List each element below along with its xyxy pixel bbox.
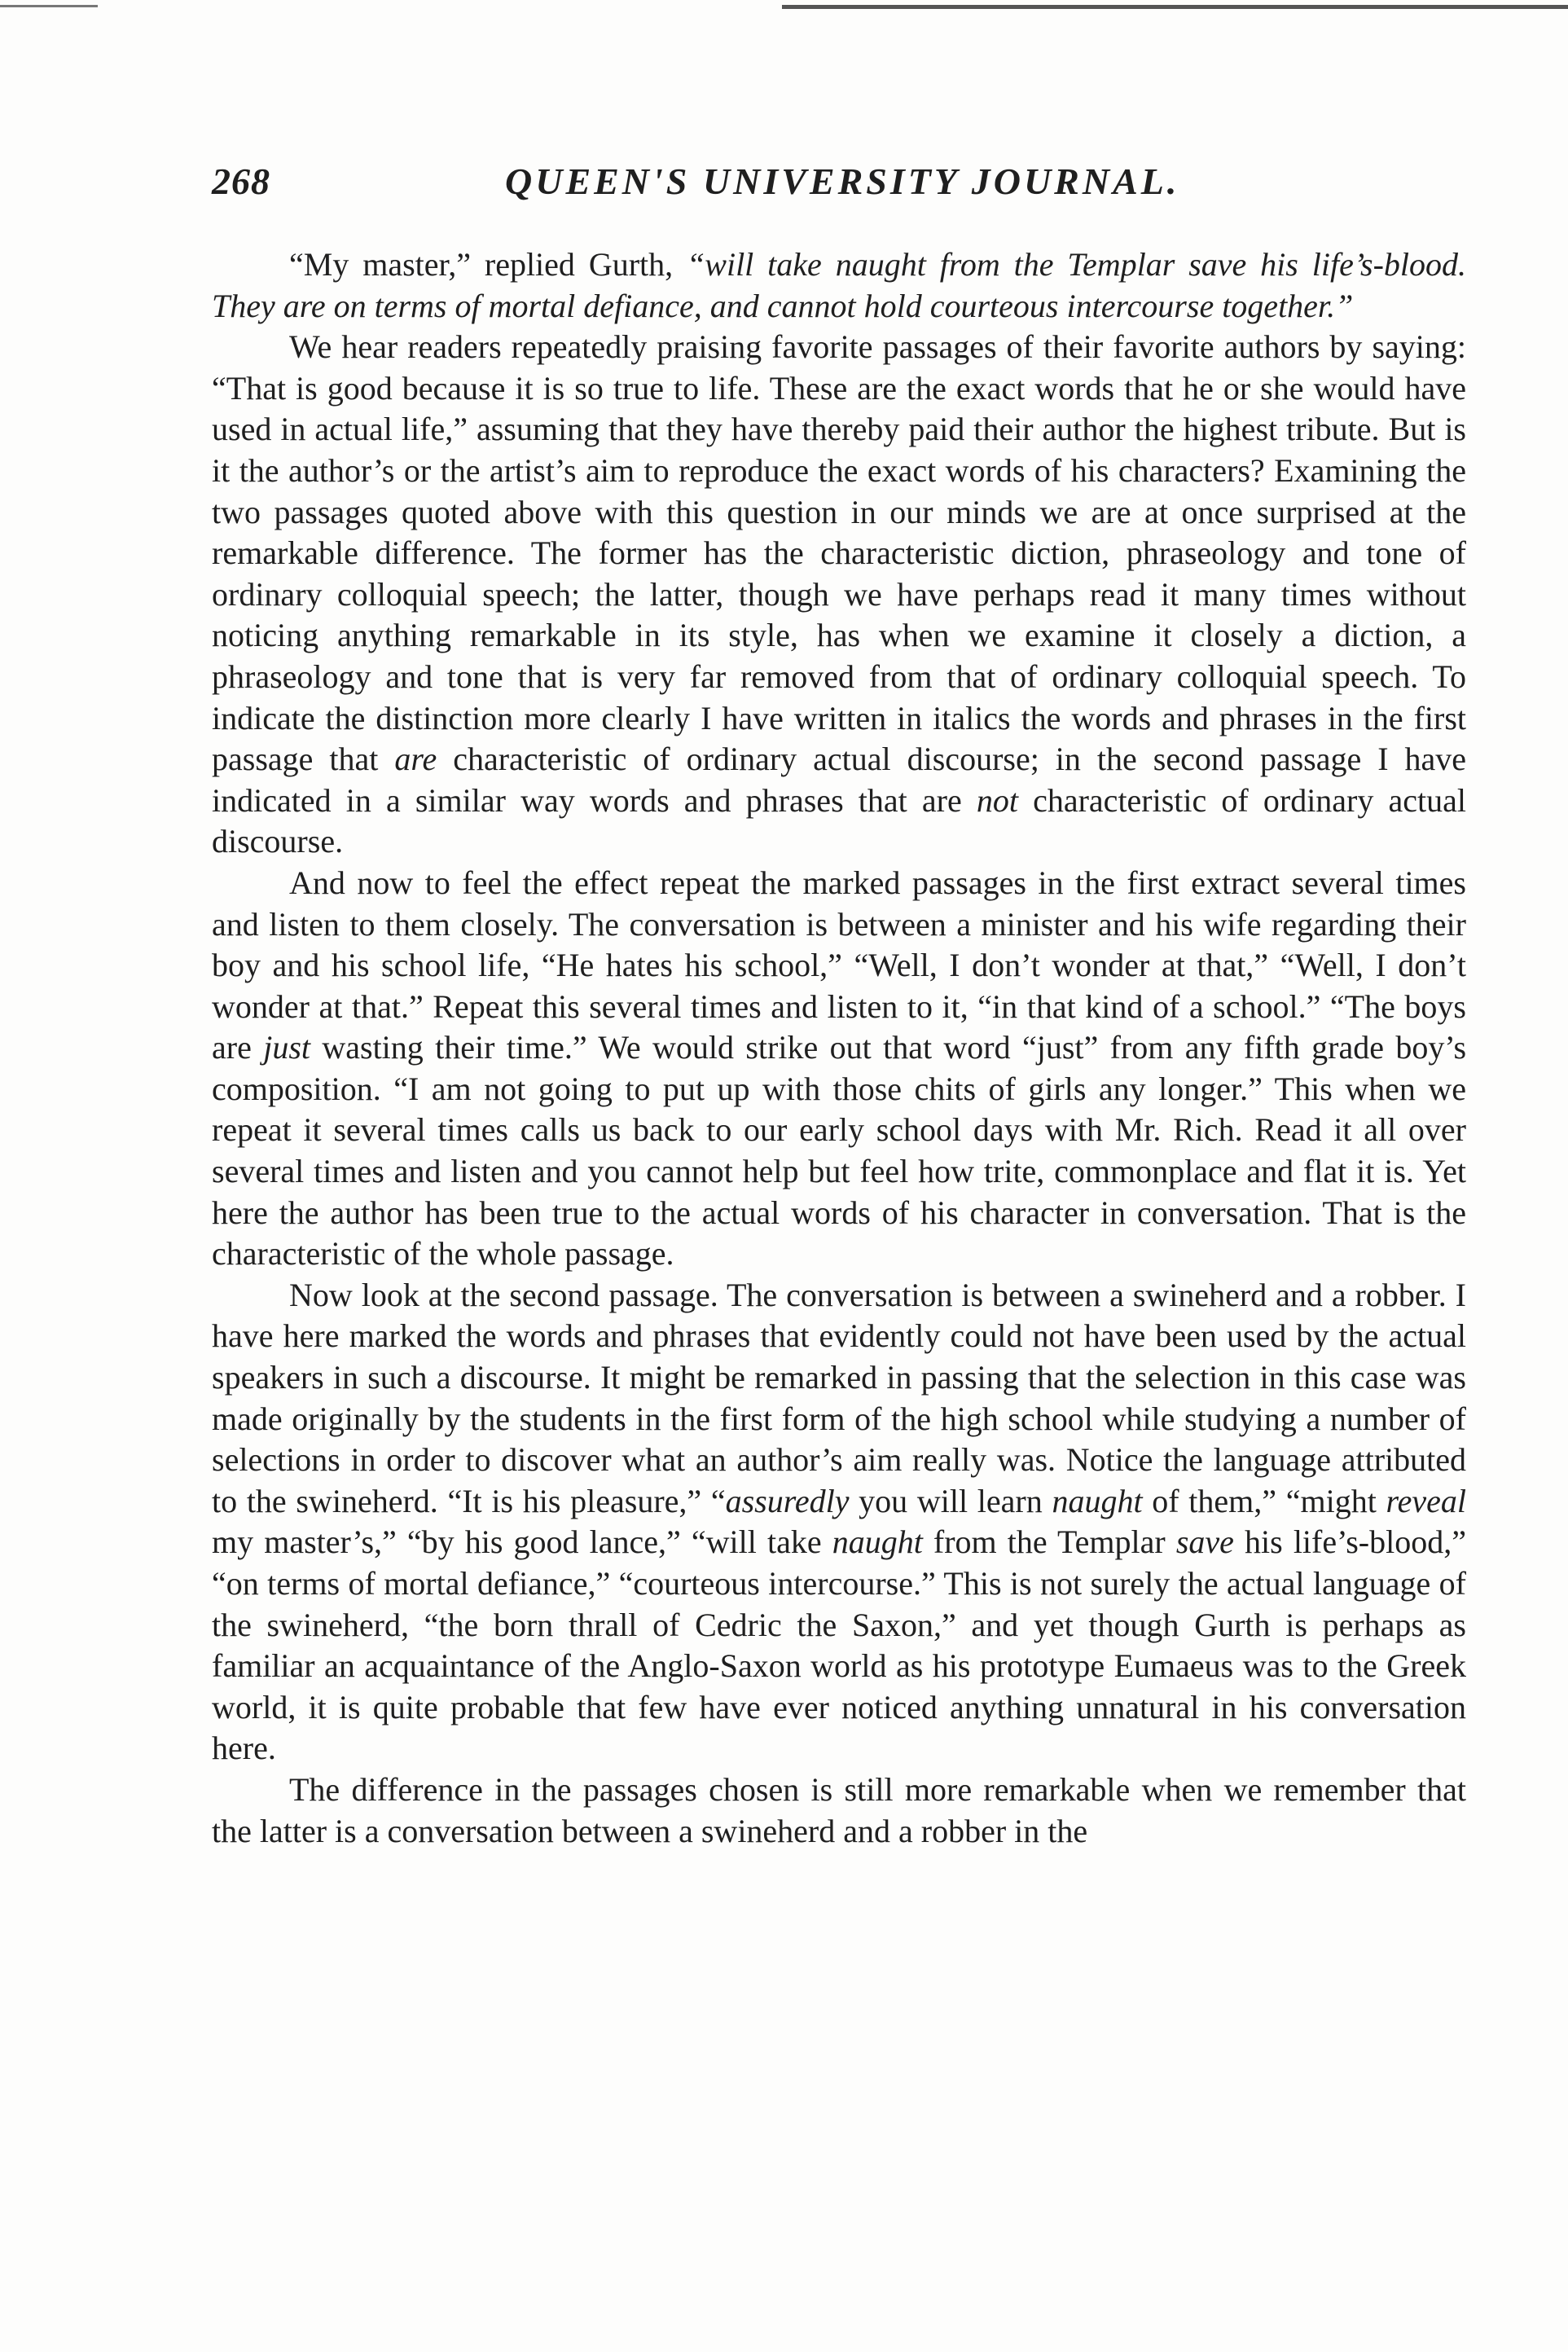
italic-text: not (976, 781, 1018, 819)
top-rule (782, 5, 1568, 9)
italic-text: reveal (1386, 1482, 1466, 1519)
paragraph-text: my master’s,” “by his good lance,” “will take (212, 1523, 832, 1561)
paragraph-text: wasting their time.” We would strike out that word “just” from any fifth grade boy’s composition. “I am not going to put up with those chits of girls any longer.” This when we repeat it several times calls us back to our early school days with Mr. Rich. Read it all over several times and listen and you cannot help but feel how trite, commonplace and flat it is. Yet here the author has been true to the actual words of his character in conversation. That is the characteristic of the whole passage. (212, 1029, 1467, 1273)
italic-text: naught (1052, 1482, 1143, 1519)
paragraph-text: characteristic of ordinary actual discourse. (212, 781, 1467, 860)
italic-text: save (1175, 1523, 1234, 1561)
paragraph (212, 1769, 1466, 1852)
paragraph-text: “My master,” replied Gurth, (289, 246, 687, 283)
paragraph-text: of them,” “might (1142, 1482, 1386, 1519)
italic-text: assuredly (725, 1482, 850, 1519)
paragraph-text: We hear readers repeatedly praising favorite passages of their favorite authors by saying: “That is good because it is so true to life. These are the exact words that he or she would have used in actual life,” assuming that they have thereby paid their author the highest tribute. But is it the author’s or the artist’s aim to reproduce the exact words of his characters? Examining the two passages quoted above with this question in our minds we are at once surprised at the remarkable difference. The former has the characteristic diction, phraseology and tone of ordinary colloquial speech; the latter, though we have perhaps read it many times without noticing anything remarkable in its style, has when we examine it closely a diction, a phraseology and tone that is very far removed from that of ordinary colloquial speech. To indicate the distinction more clearly I have written in italics the words and phrases in the first passage that (212, 328, 1466, 778)
paragraph-text: Now look at the second passage. The conversation is between a swineherd and a robber. I have here marked the words and phrases that evidently could not have been used by the actual speakers in such a discourse. It might be remarked in passing that the selection in this case was made originally by the students in the first form of the high school while studying a number of selections in order to discover what an author’s aim really was. Notice the language attributed to the swineherd. “It is his pleasure,” “ (212, 1276, 1466, 1519)
article-body (212, 244, 1466, 1852)
italic-text: just (263, 1029, 310, 1066)
italic-text: “will take naught from the Templar save his life’s-blood. They are on terms of mortal defiance, and cannot hold courteous intercourse together.” (212, 246, 1467, 324)
paragraph-text: The difference in the passages chosen is still more remarkable when we remember that the latter is a conversation between a swineherd and a robber in the (212, 1770, 1466, 1849)
page-number: 268 (212, 160, 270, 202)
running-title: QUEEN'S UNIVERSITY JOURNAL. (505, 160, 1180, 202)
paragraph-text: characteristic of ordinary actual discourse; in the second passage I have indicated in a similar way words and phrases that are (212, 741, 1467, 819)
paragraph-text: And now to feel the effect repeat the marked passages in the first extract several times and listen to them closely. The conversation is between a minister and his wife regarding their boy and his school life, “He hates his school,” “Well, I don’t wonder at that,” “Well, I don’t wonder at that.” Repeat this several times and listen to it, “in that kind of a school.” “The boys are (212, 864, 1466, 1066)
paragraph (212, 863, 1466, 1275)
paragraph-text: you will learn (849, 1482, 1052, 1519)
paragraph (212, 1275, 1466, 1769)
paragraph (212, 244, 1466, 327)
italic-text: are (394, 741, 437, 778)
scan-corner-mark (0, 5, 98, 7)
paragraph (212, 327, 1466, 863)
paragraph-text: from the Templar (922, 1523, 1176, 1561)
italic-text: naught (832, 1523, 923, 1561)
paragraph-text: his life’s-blood,” “on terms of mortal defiance,” “courteous intercourse.” This is not surely the actual language of the swineherd, “the born thrall of Cedric the Saxon,” and yet though Gurth is perhaps as familiar an acquaintance of the Anglo-Saxon world as his prototype Eumaeus was to the Greek world, it is quite probable that few have ever noticed anything unnatural in his conversation here. (212, 1523, 1466, 1767)
page-header (212, 160, 1466, 217)
